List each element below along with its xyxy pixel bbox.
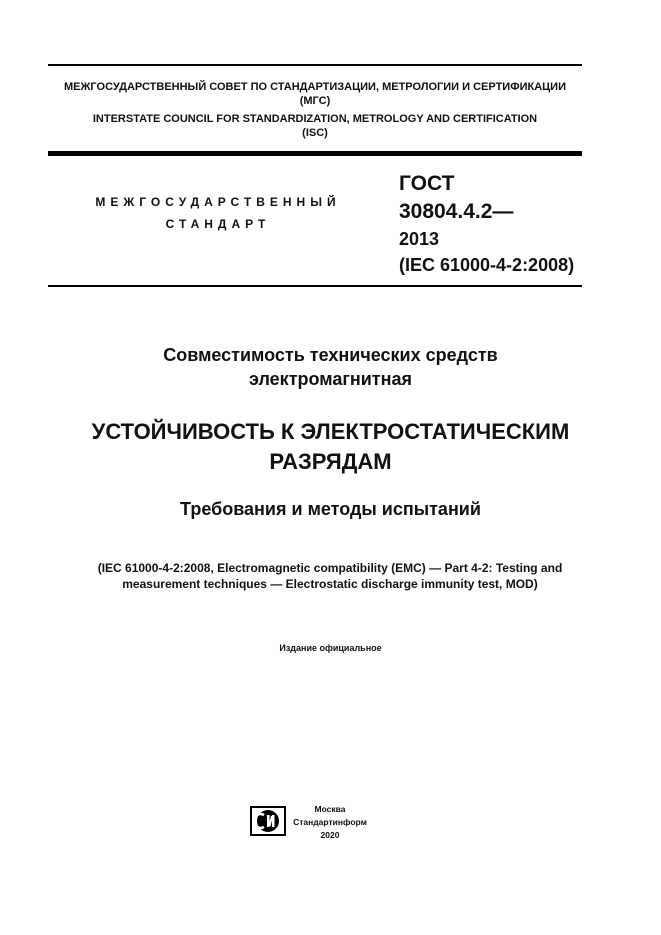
gost-number: 30804.4.2—: [399, 200, 514, 223]
standard-type-line1: МЕЖГОСУДАРСТВЕННЫЙ: [95, 195, 341, 209]
gost-year: 2013: [399, 229, 440, 249]
council-en: [48, 112, 582, 140]
subtitle: Требования и методы испытаний: [180, 499, 481, 519]
council-rule: [48, 151, 582, 156]
title-group: [0, 343, 661, 391]
council-en-abbr: (ISC): [302, 127, 328, 139]
edition-label: Издание официальное: [279, 643, 382, 653]
publisher-year: 2020: [320, 830, 340, 840]
publisher-name: Стандартинформ: [293, 817, 367, 827]
gost-designation: [399, 170, 574, 278]
title-line2: электромагнитная: [248, 369, 412, 389]
title-line1: Совместимость технических средств: [163, 345, 498, 365]
standartinform-logo: [250, 806, 286, 836]
council-ru-name: МЕЖГОСУДАРСТВЕННЫЙ СОВЕТ ПО СТАНДАРТИЗАЦИИ, МЕТРОЛОГИИ И СЕРТИФИКАЦИИ: [63, 81, 566, 93]
gost-iec: (IEC 61000-4-2:2008): [399, 255, 575, 275]
standard-type: [48, 191, 388, 235]
council-en-name: INTERSTATE COUNCIL FOR STANDARDIZATION, METROLOGY AND CERTIFICATION: [92, 113, 538, 125]
council-ru: [48, 80, 582, 108]
main-title-line1: УСТОЙЧИВОСТЬ К ЭЛЕКТРОСТАТИЧЕСКИМ: [91, 419, 570, 444]
council-ru-abbr: (МГС): [299, 95, 331, 107]
designation-rule: [48, 285, 582, 287]
standard-type-line2: СТАНДАРТ: [165, 217, 271, 231]
publisher-block: [290, 803, 370, 842]
iec-reference: [30, 560, 630, 592]
main-title: [0, 417, 661, 477]
publisher-city: Москва: [314, 804, 346, 814]
gost-prefix: ГОСТ: [399, 172, 455, 195]
iec-reference-line1: (IEC 61000-4-2:2008, Electromagnetic compatibility (EMC) — Part 4-2: Testing and: [97, 561, 563, 575]
top-rule: [48, 64, 582, 66]
iec-reference-line2: measurement techniques — Electrostatic discharge immunity test, MOD): [122, 577, 538, 591]
main-title-line2: РАЗРЯДАМ: [269, 449, 392, 474]
